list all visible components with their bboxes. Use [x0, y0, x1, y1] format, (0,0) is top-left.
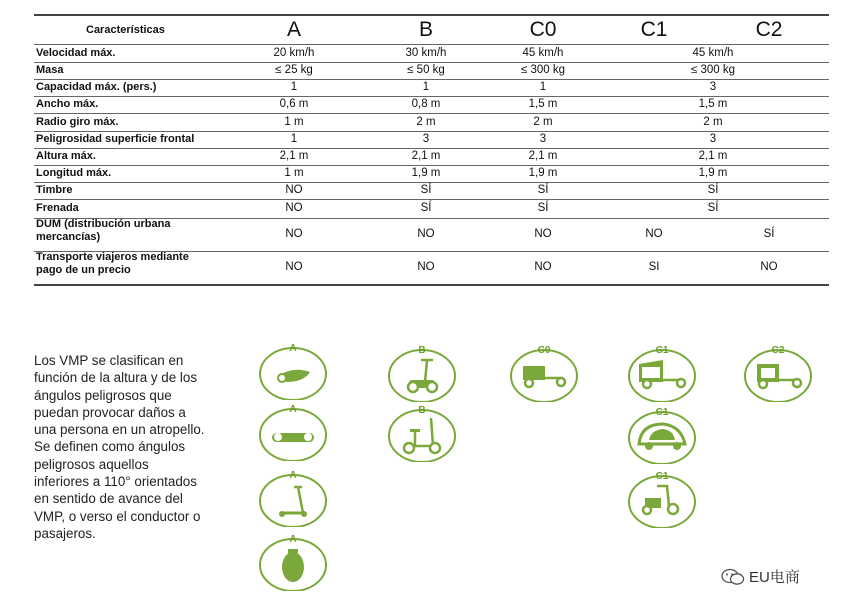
cell-b: 2 m: [416, 115, 436, 128]
description-line: pasajeros.: [34, 525, 96, 541]
vehicle-class-label: C1: [655, 471, 669, 482]
table-row: [34, 148, 829, 165]
row-label: Timbre: [36, 184, 73, 196]
cell-a: ≤ 25 kg: [275, 64, 313, 76]
row-label: [36, 218, 170, 244]
table-row: [34, 113, 829, 131]
row-label: Longitud máx.: [36, 167, 112, 179]
cell-a: NO: [285, 202, 303, 214]
cell-c2: NO: [760, 261, 778, 273]
vehicle-badge-b: [387, 406, 457, 462]
cell-b: 2,1 m: [411, 150, 441, 162]
description-line: una persona en un atropello.: [34, 422, 205, 438]
wechat-icon: [721, 568, 745, 586]
vehicle-badge-c1: [627, 408, 697, 464]
vehicle-class-label: B: [418, 345, 426, 356]
cell-a: 2,1 m: [279, 150, 309, 162]
vehicle-badge-a: [258, 535, 328, 591]
cell-c1c2: 2 m: [703, 115, 723, 128]
cell-c1c2: ≤ 300 kg: [690, 64, 736, 76]
vehicle-class-label: A: [289, 470, 297, 481]
vmp-description: [34, 352, 234, 542]
cell-b: 1,9 m: [411, 167, 441, 179]
cell-a: 1: [290, 133, 298, 145]
row-label-line: Transporte viajeros mediante: [36, 251, 189, 263]
row-label: Ancho máx.: [36, 98, 99, 110]
cell-a: 0,6 m: [279, 98, 309, 110]
header-class-b: B: [418, 18, 433, 41]
vehicle-class-label: C1: [655, 345, 669, 356]
cell-c1c2: 1,5 m: [698, 98, 728, 110]
description-line: VMP, o verso el conductor o: [34, 508, 201, 524]
table-row: [34, 96, 829, 113]
row-label: [36, 251, 189, 277]
table-row: [34, 45, 829, 62]
cell-c0: SÍ: [537, 202, 549, 214]
vehicle-class-label: B: [418, 405, 426, 416]
cell-c0: ≤ 300 kg: [520, 64, 566, 76]
cell-c1: SI: [648, 261, 660, 273]
table-header-row: [34, 18, 829, 44]
vehicle-class-label: C2: [771, 345, 785, 356]
cell-a: 20 km/h: [273, 47, 315, 59]
cell-c0: NO: [534, 228, 552, 240]
cell-b: 3: [422, 133, 430, 145]
row-label-line: DUM (distribución urbana: [36, 218, 171, 230]
cell-a: NO: [285, 228, 303, 240]
watermark-text: EU电商: [749, 569, 800, 586]
vehicle-badge-c1: [627, 346, 697, 402]
cell-c1c2: 3: [709, 81, 717, 93]
cell-c0: SÍ: [537, 184, 549, 196]
header-label: Características: [86, 24, 165, 36]
cell-c0: 2,1 m: [528, 150, 558, 162]
cell-c1c2: 2,1 m: [698, 150, 728, 162]
cell-c1c2: 45 km/h: [692, 47, 734, 59]
vehicle-class-label: C0: [537, 345, 551, 356]
row-label-line: pago de un precio: [36, 264, 131, 276]
description-line: función de la altura y de los: [34, 370, 198, 386]
row-label: Peligrosidad superficie frontal: [36, 133, 195, 145]
table-row: [34, 218, 829, 251]
description-line: puedan provocar daños a: [34, 404, 186, 420]
description-line: en sentido de avance del: [34, 491, 183, 507]
vehicle-badge-b: [387, 346, 457, 402]
vehicle-badge-a: [258, 344, 328, 400]
table-row: [34, 182, 829, 199]
table-top-rule: [34, 14, 829, 16]
cell-a: 1 m: [284, 167, 304, 179]
cell-b: 30 km/h: [405, 47, 447, 59]
description-line: inferiores a 110° orientados: [34, 474, 197, 490]
header-class-c1: C1: [640, 18, 668, 41]
cell-c0: 1,5 m: [528, 98, 558, 110]
cell-c0: 3: [539, 133, 547, 145]
vehicle-class-label: A: [289, 534, 297, 545]
cell-c0: 45 km/h: [522, 47, 564, 59]
row-label: Radio giro máx.: [36, 115, 119, 128]
header-class-c0: C0: [529, 18, 557, 41]
cell-c0: 1: [539, 81, 547, 93]
table-row: [34, 165, 829, 182]
cell-c0: 1,9 m: [528, 167, 558, 179]
cell-a: NO: [285, 261, 303, 273]
cell-c1c2: 1,9 m: [698, 167, 728, 179]
table-row: [34, 251, 829, 284]
table-row: [34, 199, 829, 218]
description-line: ángulos peligrosos que: [34, 387, 172, 403]
row-label: Capacidad máx. (pers.): [36, 81, 157, 93]
row-label-line: mercancías): [36, 231, 101, 243]
header-class-c2: C2: [755, 18, 783, 41]
vehicle-badge-c0: [509, 346, 579, 402]
vehicle-class-label: A: [289, 404, 297, 415]
cell-c2: SÍ: [763, 228, 775, 240]
vehicle-badge-a: [258, 405, 328, 461]
cell-c1c2: SÍ: [707, 202, 719, 214]
description-line: peligrosos aquellos: [34, 456, 149, 472]
cell-c1: NO: [645, 228, 663, 240]
cell-b: 1: [422, 81, 430, 93]
vehicle-badge-c2: [743, 346, 813, 402]
cell-b: ≤ 50 kg: [407, 64, 445, 76]
table-row: [34, 79, 829, 96]
vehicle-badge-a: [258, 471, 328, 527]
cell-b: 0,8 m: [411, 98, 441, 110]
cell-b: SÍ: [420, 184, 432, 196]
cell-c0: NO: [534, 261, 552, 273]
cell-a: 1: [290, 81, 298, 93]
cell-a: 1 m: [284, 115, 304, 128]
cell-a: NO: [285, 184, 303, 196]
table-row-rule: [34, 284, 829, 286]
description-line: Se definen como ángulos: [34, 439, 186, 455]
vehicle-class-label: A: [289, 343, 297, 354]
cell-c0: 2 m: [533, 115, 553, 128]
cell-b: NO: [417, 228, 435, 240]
cell-c1c2: SÍ: [707, 184, 719, 196]
row-label: Altura máx.: [36, 150, 96, 162]
cell-b: NO: [417, 261, 435, 273]
table-row: [34, 131, 829, 148]
vehicle-class-label: C1: [655, 407, 669, 418]
row-label: Masa: [36, 64, 64, 76]
row-label: Frenada: [36, 202, 79, 214]
row-label: Velocidad máx.: [36, 47, 116, 59]
cell-b: SÍ: [420, 202, 432, 214]
table-row: [34, 62, 829, 79]
cell-c1c2: 3: [709, 133, 717, 145]
header-class-a: A: [286, 18, 301, 41]
description-line: Los VMP se clasifican en: [34, 353, 184, 368]
vehicle-badge-c1: [627, 472, 697, 528]
watermark: [721, 566, 800, 587]
